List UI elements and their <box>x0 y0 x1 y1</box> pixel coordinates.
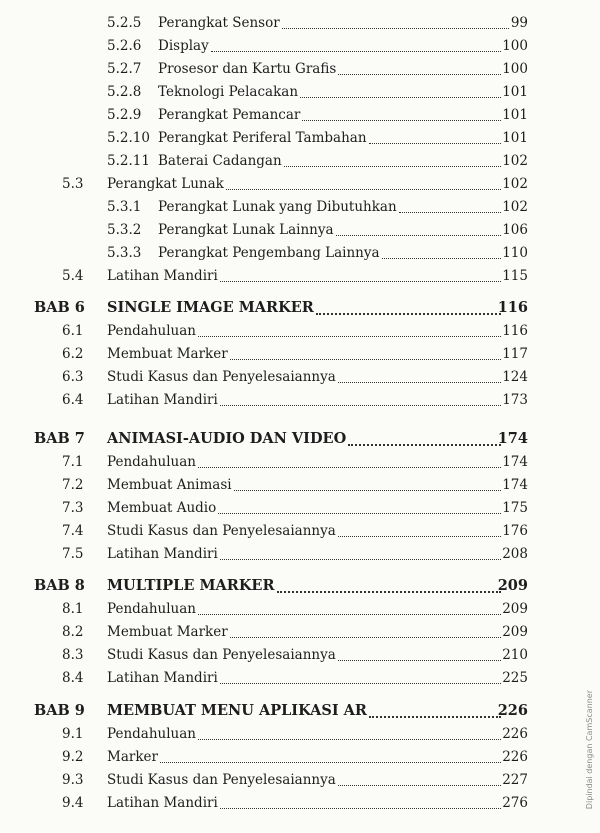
entry-page-number: 116 <box>497 299 528 316</box>
entry-number: 6.3 <box>62 369 84 385</box>
toc-entry <box>0 104 600 126</box>
entry-page-number: 173 <box>502 392 528 408</box>
entry-number: 5.4 <box>62 268 84 284</box>
dot-leader <box>338 73 500 75</box>
toc-entry <box>0 242 600 264</box>
entry-title: Latihan Mandiri <box>107 795 218 811</box>
entry-title: Pendahuluan <box>107 601 196 617</box>
entry-title: Studi Kasus dan Penyelesaiannya <box>107 772 336 788</box>
entry-title: Baterai Cadangan <box>158 153 282 169</box>
toc-entry <box>0 127 600 149</box>
dot-leader <box>220 682 501 684</box>
entry-title: Membuat Animasi <box>107 477 232 493</box>
dot-leader <box>211 50 501 52</box>
entry-number: 6.4 <box>62 392 84 408</box>
entry-page-number: 174 <box>497 430 528 447</box>
entry-title: Perangkat Pemancar <box>158 107 301 123</box>
entry-number: 7.2 <box>62 477 84 493</box>
entry-number: 6.2 <box>62 346 84 362</box>
dot-leader <box>220 280 501 282</box>
entry-number: 5.2.5 <box>107 15 142 31</box>
entry-number: 5.2.11 <box>107 153 150 169</box>
chapter-entry <box>0 700 600 722</box>
toc-entry <box>0 173 600 195</box>
scanner-watermark: Dipindai dengan CamScanner <box>585 690 594 810</box>
dot-leader <box>220 807 501 809</box>
entry-page-number: 225 <box>502 670 528 686</box>
dot-leader <box>338 659 501 661</box>
entry-title: Teknologi Pelacakan <box>158 84 299 100</box>
toc-entry <box>0 497 600 519</box>
toc-entry <box>0 150 600 172</box>
entry-title: Perangkat Lunak <box>107 176 224 192</box>
entry-page-number: 226 <box>502 749 528 765</box>
entry-title: Latihan Mandiri <box>107 392 218 408</box>
entry-title: Pendahuluan <box>107 454 196 470</box>
entry-title: MULTIPLE MARKER <box>107 577 275 594</box>
entry-page-number: 209 <box>502 601 528 617</box>
entry-page-number: 101 <box>502 107 528 123</box>
entry-page-number: 209 <box>502 624 528 640</box>
entry-page-number: 115 <box>502 268 528 284</box>
toc-entry <box>0 474 600 496</box>
dot-leader <box>230 358 501 360</box>
entry-title: Perangkat Pengembang Lainnya <box>158 245 380 261</box>
entry-page-number: 117 <box>502 346 528 362</box>
entry-title: Studi Kasus dan Penyelesaiannya <box>107 369 336 385</box>
dot-leader <box>369 142 501 144</box>
toc-entry <box>0 265 600 287</box>
entry-number: 5.3.2 <box>107 222 142 238</box>
entry-page-number: 101 <box>502 130 528 146</box>
entry-title: Membuat Audio <box>107 500 217 516</box>
entry-title: Perangkat Periferal Tambahan <box>158 130 367 146</box>
entry-number: 5.2.7 <box>107 61 142 77</box>
entry-number: 7.1 <box>62 454 84 470</box>
dot-leader <box>234 489 501 491</box>
entry-page-number: 209 <box>497 577 528 594</box>
entry-number: 5.2.9 <box>107 107 142 123</box>
toc-entry <box>0 196 600 218</box>
entry-page-number: 106 <box>502 222 528 238</box>
entry-number: 5.3.3 <box>107 245 142 261</box>
toc-entry <box>0 644 600 666</box>
dot-leader <box>230 636 501 638</box>
toc-entry <box>0 746 600 768</box>
entry-number: 5.3 <box>62 176 84 192</box>
entry-page-number: 226 <box>497 702 528 719</box>
toc-entry <box>0 451 600 473</box>
entry-number: 9.3 <box>62 772 84 788</box>
dot-leader <box>338 784 501 786</box>
dot-leader <box>300 96 500 98</box>
entry-title: Membuat Marker <box>107 624 228 640</box>
entry-number: 5.2.10 <box>107 130 150 146</box>
entry-title: Perangkat Lunak yang Dibutuhkan <box>158 199 397 215</box>
entry-page-number: 210 <box>502 647 528 663</box>
toc-entry <box>0 621 600 643</box>
toc-entry <box>0 792 600 814</box>
entry-number: 5.3.1 <box>107 199 142 215</box>
toc-entry <box>0 598 600 620</box>
entry-page-number: 227 <box>502 772 528 788</box>
entry-title: Latihan Mandiri <box>107 546 218 562</box>
entry-title: Perangkat Lunak Lainnya <box>158 222 334 238</box>
dot-leader <box>348 443 500 446</box>
dot-leader <box>198 613 501 615</box>
entry-number: 7.4 <box>62 523 84 539</box>
entry-title: Latihan Mandiri <box>107 670 218 686</box>
dot-leader <box>338 381 501 383</box>
entry-number: 6.1 <box>62 323 84 339</box>
entry-page-number: 100 <box>502 61 528 77</box>
entry-number: 8.4 <box>62 670 84 686</box>
entry-page-number: 110 <box>502 245 528 261</box>
entry-page-number: 226 <box>502 726 528 742</box>
entry-number: 8.2 <box>62 624 84 640</box>
entry-page-number: 208 <box>502 546 528 562</box>
toc-entry <box>0 389 600 411</box>
entry-page-number: 124 <box>502 369 528 385</box>
dot-leader <box>218 512 500 514</box>
toc-entry <box>0 769 600 791</box>
toc-entry <box>0 35 600 57</box>
entry-page-number: 174 <box>502 454 528 470</box>
entry-number: BAB 6 <box>34 299 85 316</box>
entry-number: BAB 7 <box>34 430 85 447</box>
dot-leader <box>369 715 501 718</box>
entry-title: Studi Kasus dan Penyelesaiannya <box>107 523 336 539</box>
entry-number: 9.4 <box>62 795 84 811</box>
chapter-entry <box>0 575 600 597</box>
dot-leader <box>282 27 509 29</box>
entry-number: 9.2 <box>62 749 84 765</box>
dot-leader <box>198 738 501 740</box>
toc-entry <box>0 543 600 565</box>
toc-entry <box>0 667 600 689</box>
entry-number: 7.5 <box>62 546 84 562</box>
entry-number: 8.3 <box>62 647 84 663</box>
entry-title: Display <box>158 38 209 54</box>
entry-title: MEMBUAT MENU APLIKASI AR <box>107 702 367 719</box>
dot-leader <box>160 761 501 763</box>
chapter-entry <box>0 428 600 450</box>
toc-entry <box>0 81 600 103</box>
entry-page-number: 175 <box>502 500 528 516</box>
entry-page-number: 102 <box>502 199 528 215</box>
entry-page-number: 101 <box>502 84 528 100</box>
dot-leader <box>277 590 501 593</box>
entry-title: ANIMASI-AUDIO DAN VIDEO <box>107 430 347 447</box>
entry-title: Studi Kasus dan Penyelesaiannya <box>107 647 336 663</box>
entry-page-number: 276 <box>502 795 528 811</box>
entry-title: Latihan Mandiri <box>107 268 218 284</box>
entry-number: BAB 8 <box>34 577 85 594</box>
toc-entry <box>0 366 600 388</box>
dot-leader <box>220 558 501 560</box>
entry-title: Pendahuluan <box>107 323 196 339</box>
dot-leader <box>302 119 500 121</box>
entry-number: 5.2.8 <box>107 84 142 100</box>
dot-leader <box>338 535 501 537</box>
entry-page-number: 99 <box>510 15 528 31</box>
entry-title: SINGLE IMAGE MARKER <box>107 299 314 316</box>
dot-leader <box>220 404 501 406</box>
dot-leader <box>336 234 501 236</box>
entry-page-number: 102 <box>502 176 528 192</box>
entry-number: 5.2.6 <box>107 38 142 54</box>
dot-leader <box>198 466 501 468</box>
toc-entry <box>0 343 600 365</box>
entry-title: Membuat Marker <box>107 346 228 362</box>
entry-number: 9.1 <box>62 726 84 742</box>
dot-leader <box>316 312 501 315</box>
dot-leader <box>399 211 501 213</box>
toc-entry <box>0 219 600 241</box>
entry-page-number: 176 <box>502 523 528 539</box>
toc-entry <box>0 320 600 342</box>
toc-entry <box>0 12 600 34</box>
entry-number: BAB 9 <box>34 702 85 719</box>
entry-page-number: 102 <box>502 153 528 169</box>
toc-entry <box>0 723 600 745</box>
dot-leader <box>382 257 501 259</box>
chapter-entry <box>0 297 600 319</box>
entry-title: Marker <box>107 749 158 765</box>
dot-leader <box>198 335 501 337</box>
entry-number: 8.1 <box>62 601 84 617</box>
entry-page-number: 100 <box>502 38 528 54</box>
toc-entry <box>0 520 600 542</box>
entry-title: Prosesor dan Kartu Grafis <box>158 61 337 77</box>
toc-entry <box>0 58 600 80</box>
entry-title: Perangkat Sensor <box>158 15 280 31</box>
dot-leader <box>284 165 501 167</box>
entry-page-number: 174 <box>502 477 528 493</box>
entry-title: Pendahuluan <box>107 726 196 742</box>
dot-leader <box>226 188 501 190</box>
entry-page-number: 116 <box>502 323 528 339</box>
entry-number: 7.3 <box>62 500 84 516</box>
